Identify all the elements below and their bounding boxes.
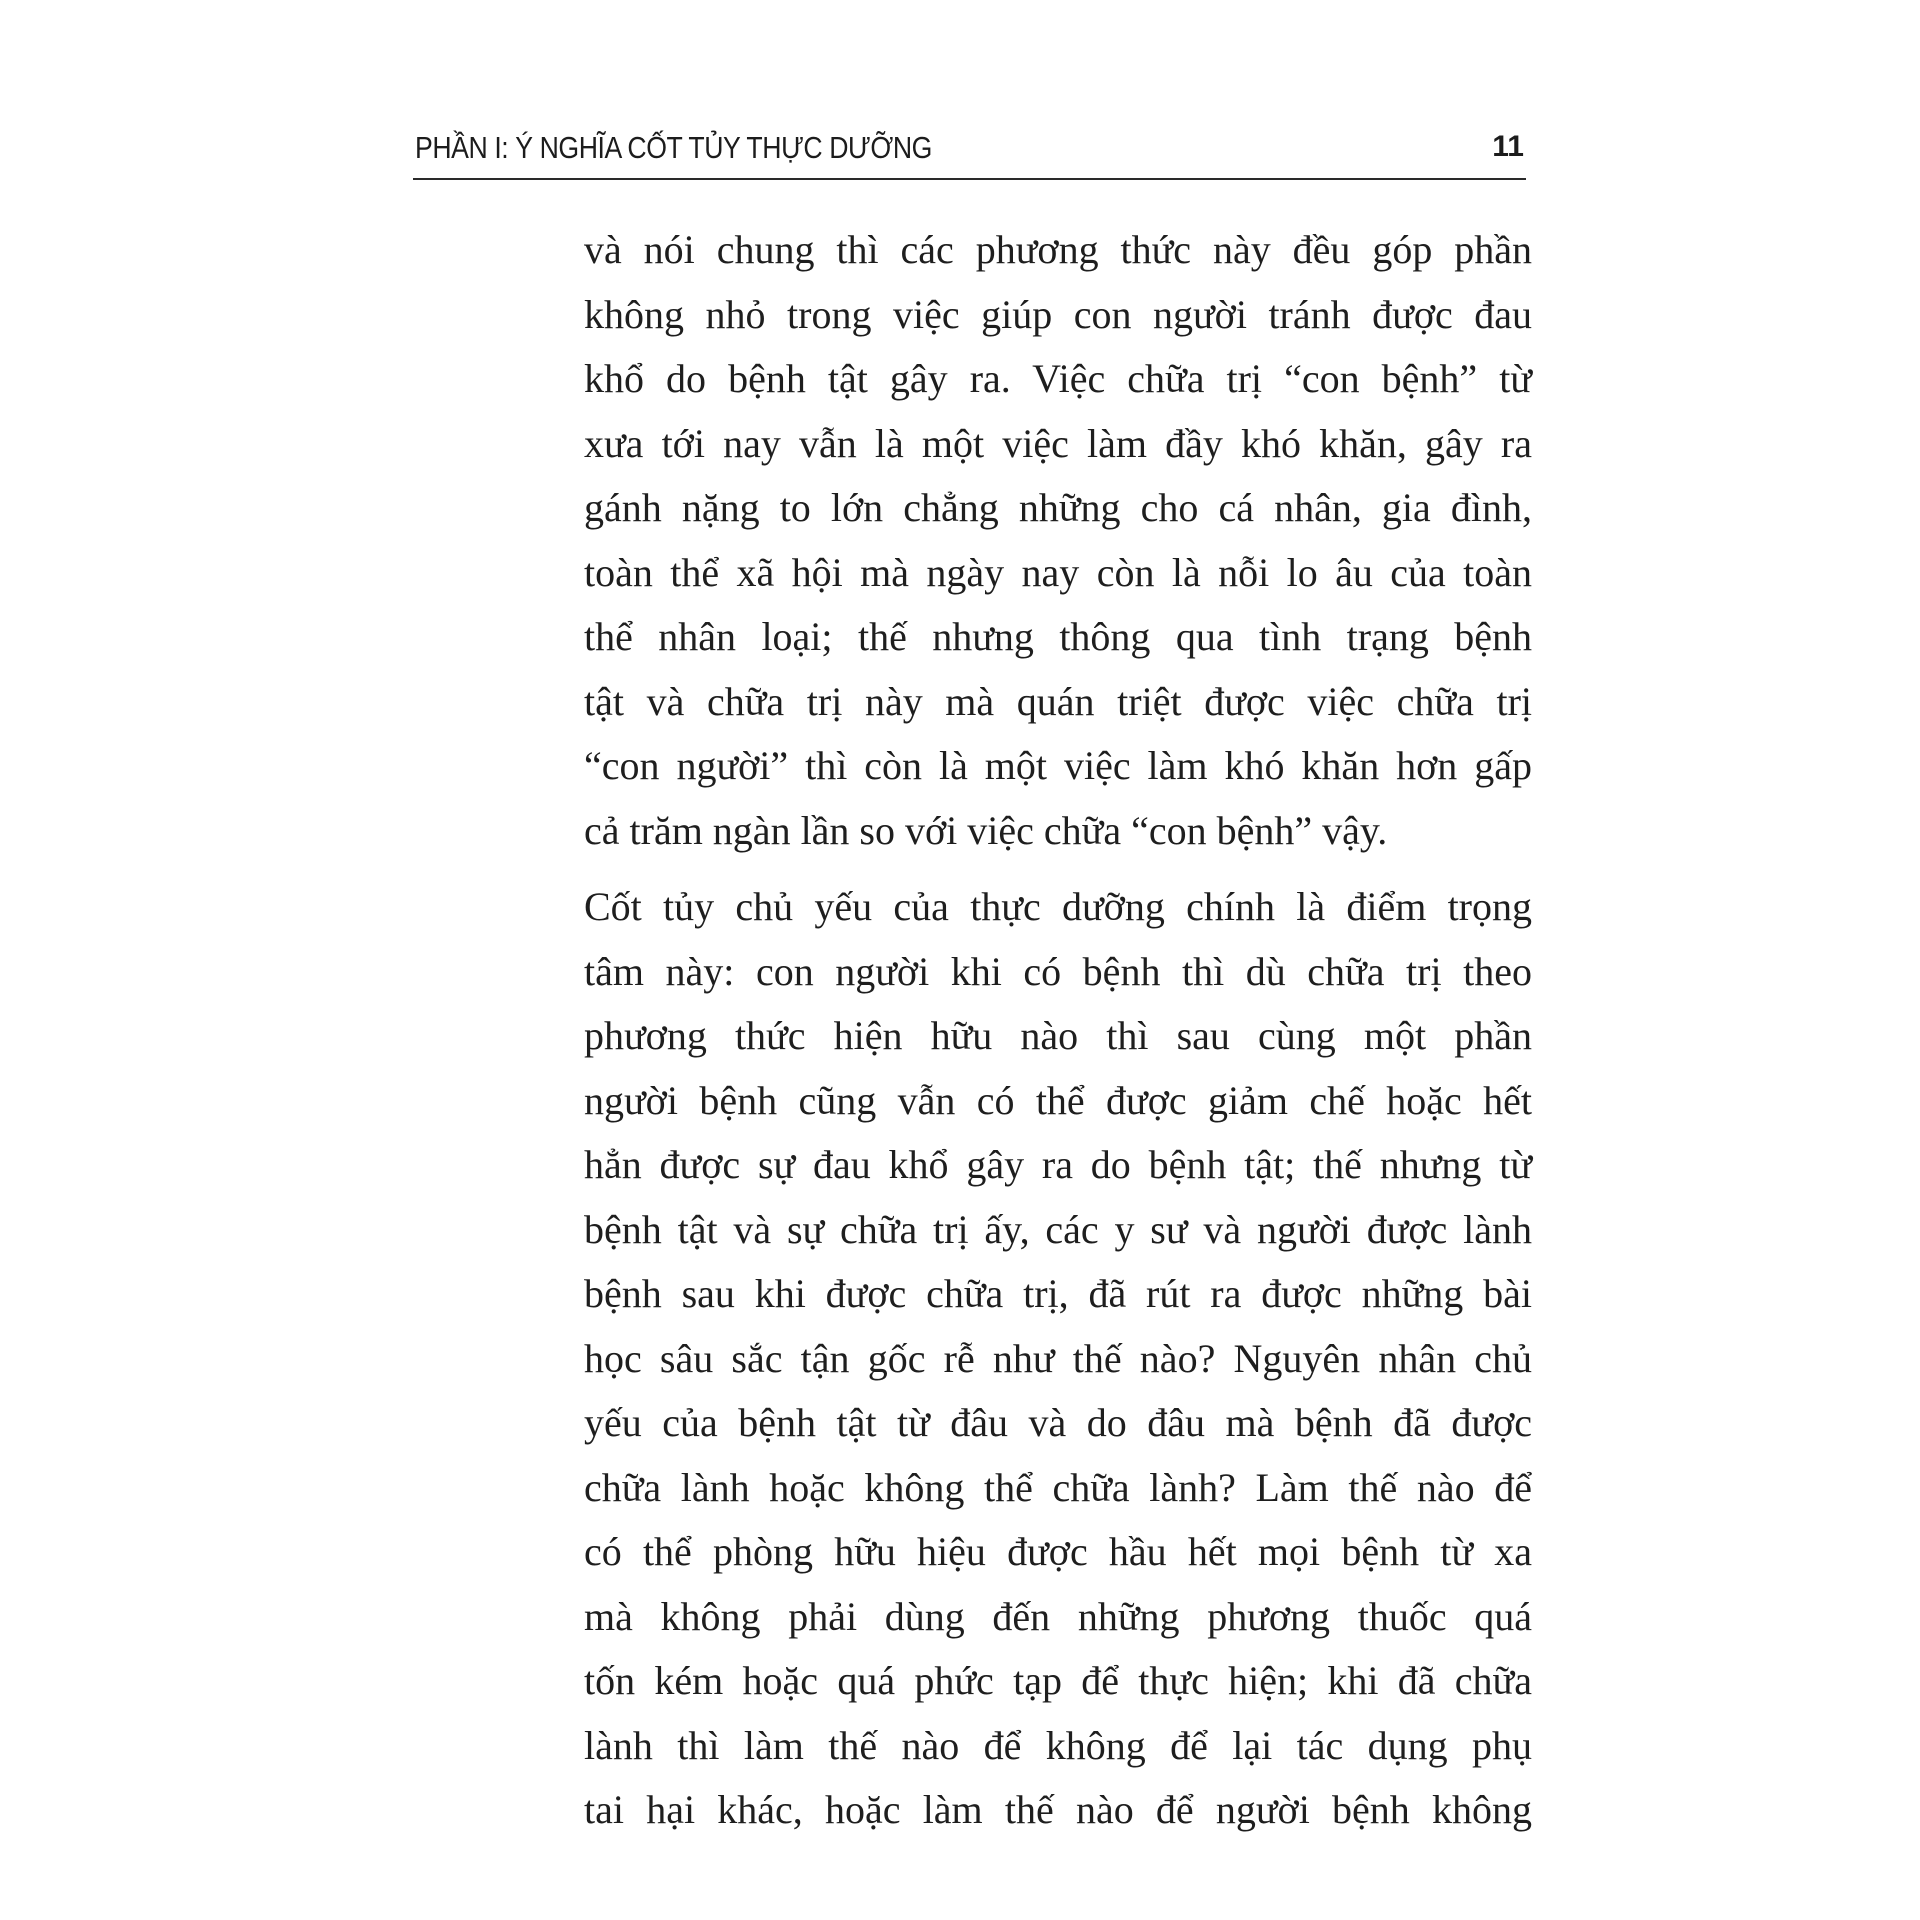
text-line: không nhỏ trong việc giúp con người tránh được đau bbox=[584, 291, 1532, 337]
paragraph-1 bbox=[584, 218, 1532, 863]
text-line: lành thì làm thế nào để không để lại tác dụng phụ bbox=[584, 1722, 1532, 1768]
text-line: khổ do bệnh tật gây ra. Việc chữa trị “con bệnh” từ bbox=[584, 356, 1532, 401]
text-line: xưa tới nay vẫn là một việc làm đầy khó khăn, gây ra bbox=[584, 420, 1532, 466]
text-line: tật và chữa trị này mà quán triệt được việc chữa trị bbox=[584, 678, 1532, 724]
text-line: có thể phòng hữu hiệu được hầu hết mọi bệnh từ xa bbox=[584, 1529, 1532, 1574]
text-line: hẳn được sự đau khổ gây ra do bệnh tật; thế nhưng từ bbox=[584, 1142, 1532, 1187]
text-line: bệnh tật và sự chữa trị ấy, các y sư và người được lành bbox=[584, 1206, 1532, 1252]
body-text bbox=[584, 218, 1532, 1843]
paragraph-2 bbox=[584, 875, 1532, 1843]
text-line: toàn thể xã hội mà ngày nay còn là nỗi lo âu của toàn bbox=[584, 549, 1532, 595]
text-line: mà không phải dùng đến những phương thuốc quá bbox=[584, 1593, 1532, 1639]
text-line: “con người” thì còn là một việc làm khó khăn hơn gấp bbox=[584, 743, 1532, 788]
text-line: bệnh sau khi được chữa trị, đã rút ra được những bài bbox=[584, 1271, 1532, 1316]
text-line: tai hại khác, hoặc làm thế nào để người bệnh không bbox=[584, 1787, 1532, 1832]
text-line: Cốt tủy chủ yếu của thực dưỡng chính là điểm trọng bbox=[584, 884, 1532, 929]
text-line: yếu của bệnh tật từ đâu và do đâu mà bệnh đã được bbox=[584, 1400, 1532, 1445]
text-line: và nói chung thì các phương thức này đều góp phần bbox=[584, 227, 1532, 272]
text-line: học sâu sắc tận gốc rễ như thế nào? Nguyên nhân chủ bbox=[584, 1335, 1532, 1381]
text-line: phương thức hiện hữu nào thì sau cùng một phần bbox=[584, 1013, 1532, 1058]
text-line: tâm này: con người khi có bệnh thì dù chữa trị theo bbox=[584, 948, 1532, 994]
text-line: thể nhân loại; thế nhưng thông qua tình trạng bệnh bbox=[584, 614, 1532, 659]
text-line: chữa lành hoặc không thể chữa lành? Làm thế nào để bbox=[584, 1464, 1532, 1510]
text-line: gánh nặng to lớn chẳng những cho cá nhân, gia đình, bbox=[584, 485, 1532, 530]
running-header bbox=[413, 130, 1526, 180]
text-line: người bệnh cũng vẫn có thể được giảm chế hoặc hết bbox=[584, 1077, 1532, 1123]
chapter-title: PHẦN I: Ý NGHĨA CỐT TỦY THỰC DƯỠNG bbox=[415, 130, 932, 165]
page-number: 11 bbox=[1492, 130, 1524, 163]
text-line: tốn kém hoặc quá phức tạp để thực hiện; khi đã chữa bbox=[584, 1658, 1532, 1703]
text-line: cả trăm ngàn lần so với việc chữa “con bệnh” vậy. bbox=[584, 807, 1388, 853]
